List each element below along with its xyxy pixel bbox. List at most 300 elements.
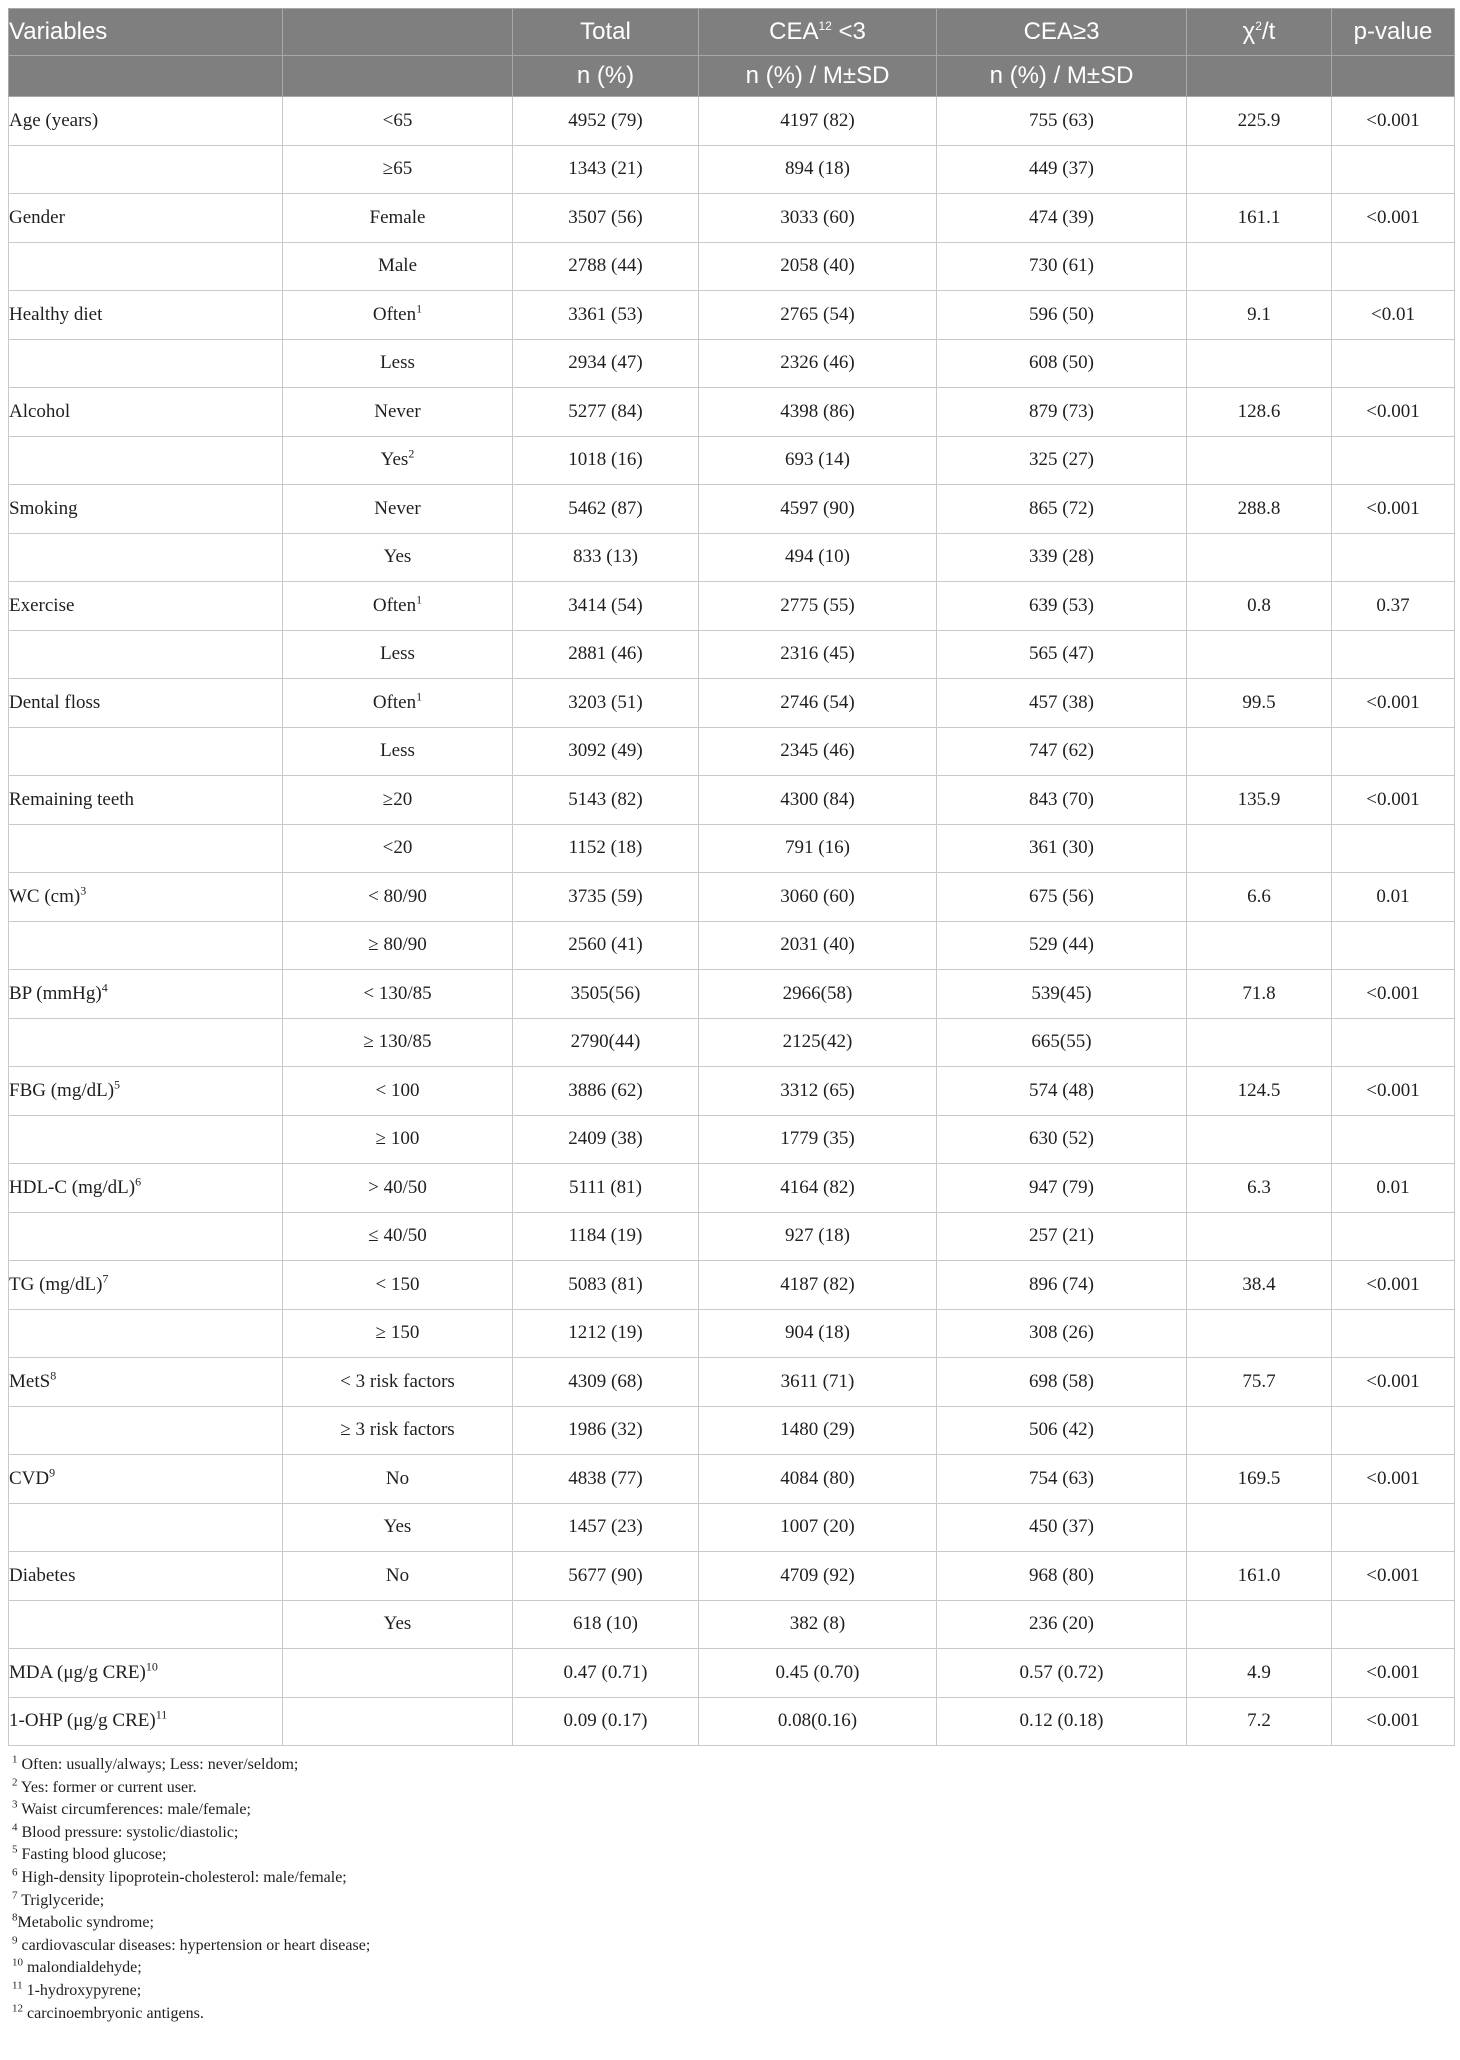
cell-cea-lt3: 3060 (60): [699, 873, 937, 922]
table-row: [9, 1503, 1455, 1552]
table-row: [9, 970, 1455, 1019]
header-cea-sup: 12: [818, 19, 832, 33]
category-label: < 3 risk factors: [340, 1370, 455, 1392]
category-label: ≥ 130/85: [363, 1031, 432, 1053]
cell-stat: [1187, 145, 1332, 194]
cell-variable: [9, 485, 283, 534]
cell-cea-lt3: 791 (16): [699, 824, 937, 873]
variable-label: Diabetes: [9, 1564, 76, 1586]
cell-cea-ge3: 506 (42): [937, 1406, 1187, 1455]
cell-variable: [9, 97, 283, 146]
variable-label: HDL-C (mg/dL): [9, 1176, 136, 1198]
cell-variable: [9, 533, 283, 582]
cell-stat: 6.6: [1187, 873, 1332, 922]
footnote-text: cardiovascular diseases: hypertension or heart disease;: [17, 1936, 371, 1954]
variable-label: BP (mmHg): [9, 982, 102, 1004]
category-label: < 80/90: [368, 885, 427, 907]
cell-cea-ge3: 236 (20): [937, 1600, 1187, 1649]
cell-cea-lt3: 904 (18): [699, 1309, 937, 1358]
table-row: [9, 1115, 1455, 1164]
cell-cea-lt3: 4187 (82): [699, 1261, 937, 1310]
header2-variables: [9, 56, 283, 97]
cell-category: [283, 1503, 513, 1552]
cell-total: 5677 (90): [513, 1552, 699, 1601]
cell-stat: 75.7: [1187, 1358, 1332, 1407]
cell-variable: [9, 242, 283, 291]
variable-footnote-ref: 4: [101, 980, 108, 995]
cell-stat: [1187, 339, 1332, 388]
variable-footnote-ref: 10: [145, 1659, 158, 1674]
cell-category: [283, 97, 513, 146]
variable-footnote-ref: 7: [102, 1271, 109, 1286]
cell-variable: [9, 291, 283, 340]
variable-label: TG (mg/dL): [9, 1273, 103, 1295]
category-label: ≥65: [382, 158, 413, 180]
cell-total: 1212 (19): [513, 1309, 699, 1358]
cell-total: 2409 (38): [513, 1115, 699, 1164]
cell-cea-ge3: 968 (80): [937, 1552, 1187, 1601]
variable-label: CVD: [9, 1467, 50, 1489]
cell-total: 618 (10): [513, 1600, 699, 1649]
footnote-number: 6: [12, 1866, 18, 1879]
cell-total: 1343 (21): [513, 145, 699, 194]
cell-category: [283, 291, 513, 340]
cell-cea-lt3: 4709 (92): [699, 1552, 937, 1601]
cell-p-value: <0.001: [1332, 1455, 1455, 1504]
cell-cea-ge3: 608 (50): [937, 339, 1187, 388]
cell-cea-ge3: 675 (56): [937, 873, 1187, 922]
cell-category: [283, 630, 513, 679]
variable-label: WC (cm): [9, 885, 81, 907]
cell-category: [283, 1358, 513, 1407]
header-row-1: [9, 9, 1455, 56]
cell-stat: [1187, 1212, 1332, 1261]
cell-cea-lt3: 3611 (71): [699, 1358, 937, 1407]
cell-total: 3507 (56): [513, 194, 699, 243]
category-label: Less: [380, 643, 415, 665]
cell-total: 833 (13): [513, 533, 699, 582]
cell-cea-ge3: 574 (48): [937, 1067, 1187, 1116]
cell-p-value: 0.37: [1332, 582, 1455, 631]
category-label: < 130/85: [363, 982, 432, 1004]
cell-p-value: [1332, 727, 1455, 776]
cell-stat: 128.6: [1187, 388, 1332, 437]
variable-footnote-ref: 3: [80, 883, 87, 898]
table-row: [9, 485, 1455, 534]
footnote-text: Often: usually/always; Less: never/seldom;: [17, 1756, 299, 1773]
cell-stat: 288.8: [1187, 485, 1332, 534]
cell-total: 5462 (87): [513, 485, 699, 534]
cell-cea-lt3: 2031 (40): [699, 921, 937, 970]
cell-category: [283, 1455, 513, 1504]
cell-cea-lt3: 2966(58): [699, 970, 937, 1019]
header-variables: Variables: [9, 9, 283, 56]
cell-p-value: [1332, 436, 1455, 485]
cell-variable: [9, 873, 283, 922]
cell-total: 2560 (41): [513, 921, 699, 970]
variable-label: Gender: [9, 206, 65, 228]
cell-category: [283, 970, 513, 1019]
cell-variable: [9, 1649, 283, 1698]
cell-category: [283, 679, 513, 728]
cell-p-value: <0.001: [1332, 1697, 1455, 1746]
cell-total: 2788 (44): [513, 242, 699, 291]
footnote-text: carcinoembryonic antigens.: [23, 2004, 204, 2022]
cell-variable: [9, 921, 283, 970]
footnote: [12, 1754, 1454, 1777]
variable-footnote-ref: 5: [114, 1077, 121, 1092]
cell-cea-ge3: 665(55): [937, 1018, 1187, 1067]
cell-cea-ge3: 730 (61): [937, 242, 1187, 291]
variable-label: MDA (μg/g CRE): [9, 1661, 146, 1683]
cell-stat: [1187, 1406, 1332, 1455]
footnote: [12, 1957, 1454, 1980]
category-label: <20: [382, 837, 413, 859]
cell-stat: [1187, 1018, 1332, 1067]
variable-label: Exercise: [9, 594, 75, 616]
cell-stat: [1187, 1600, 1332, 1649]
cell-p-value: <0.001: [1332, 970, 1455, 1019]
footnote-text: malondialdehyde;: [23, 1959, 142, 1977]
cell-cea-ge3: 879 (73): [937, 388, 1187, 437]
table-row: [9, 339, 1455, 388]
cell-cea-ge3: 755 (63): [937, 97, 1187, 146]
table-row: [9, 582, 1455, 631]
cell-total: 3203 (51): [513, 679, 699, 728]
cell-category: [283, 1309, 513, 1358]
cell-cea-ge3: 450 (37): [937, 1503, 1187, 1552]
category-footnote-ref: 2: [408, 446, 415, 461]
header-total: Total: [513, 9, 699, 56]
cell-cea-lt3: 894 (18): [699, 145, 937, 194]
table-row: [9, 436, 1455, 485]
table-row: [9, 921, 1455, 970]
cell-stat: 7.2: [1187, 1697, 1332, 1746]
cell-cea-ge3: 361 (30): [937, 824, 1187, 873]
cell-variable: [9, 776, 283, 825]
table-row: [9, 194, 1455, 243]
footnote: [12, 1867, 1454, 1890]
cell-category: [283, 145, 513, 194]
cell-category: [283, 388, 513, 437]
cell-total: 3414 (54): [513, 582, 699, 631]
cell-total: 3886 (62): [513, 1067, 699, 1116]
cell-cea-lt3: 382 (8): [699, 1600, 937, 1649]
cell-stat: 225.9: [1187, 97, 1332, 146]
cell-stat: 9.1: [1187, 291, 1332, 340]
cell-variable: [9, 388, 283, 437]
cell-category: [283, 776, 513, 825]
category-label: Never: [374, 497, 421, 519]
cell-stat: [1187, 1309, 1332, 1358]
cell-cea-ge3: 698 (58): [937, 1358, 1187, 1407]
cell-stat: [1187, 436, 1332, 485]
category-label: Yes: [383, 546, 412, 568]
footnote-text: Metabolic syndrome;: [17, 1914, 154, 1932]
cell-variable: [9, 1309, 283, 1358]
cell-cea-lt3: 4300 (84): [699, 776, 937, 825]
cell-category: [283, 1115, 513, 1164]
header2-chi: [1187, 56, 1332, 97]
cell-total: 3361 (53): [513, 291, 699, 340]
cell-p-value: [1332, 145, 1455, 194]
cell-category: [283, 436, 513, 485]
footnote: [12, 1935, 1454, 1958]
variable-footnote-ref: 6: [135, 1174, 142, 1189]
cell-category: [283, 921, 513, 970]
table-row: [9, 1067, 1455, 1116]
header-cea-ge3: CEA≥3: [937, 9, 1187, 56]
cell-variable: [9, 1600, 283, 1649]
footnote-text: 1-hydroxypyrene;: [22, 1981, 142, 1999]
footnote-number: 9: [12, 1934, 18, 1947]
header-cea-tail: <3: [831, 18, 866, 45]
cell-total: 4309 (68): [513, 1358, 699, 1407]
footnotes: [8, 1754, 1454, 2025]
category-label: Yes: [383, 1613, 412, 1635]
cell-p-value: <0.01: [1332, 291, 1455, 340]
category-label: Male: [377, 255, 418, 277]
cell-cea-ge3: 596 (50): [937, 291, 1187, 340]
cell-cea-ge3: 639 (53): [937, 582, 1187, 631]
cell-category: [283, 242, 513, 291]
cell-total: 5111 (81): [513, 1164, 699, 1213]
cell-p-value: <0.001: [1332, 1261, 1455, 1310]
table-row: [9, 1406, 1455, 1455]
cell-p-value: <0.001: [1332, 776, 1455, 825]
cell-stat: [1187, 1115, 1332, 1164]
cell-cea-ge3: 896 (74): [937, 1261, 1187, 1310]
cell-cea-lt3: 4164 (82): [699, 1164, 937, 1213]
cell-category: [283, 873, 513, 922]
cell-cea-ge3: 565 (47): [937, 630, 1187, 679]
cell-stat: 161.0: [1187, 1552, 1332, 1601]
category-label: ≥ 150: [375, 1322, 420, 1344]
cell-variable: [9, 727, 283, 776]
cell-p-value: [1332, 1212, 1455, 1261]
table-row: [9, 1358, 1455, 1407]
table-body: [9, 97, 1455, 1746]
category-label: Yes: [380, 449, 409, 471]
table-container: [8, 8, 1454, 2025]
cell-category: [283, 485, 513, 534]
category-footnote-ref: 1: [416, 592, 423, 607]
cell-category: [283, 533, 513, 582]
category-label: <65: [382, 109, 413, 131]
cell-variable: [9, 1164, 283, 1213]
footnote: [12, 2003, 1454, 2026]
cell-total: 1184 (19): [513, 1212, 699, 1261]
cell-variable: [9, 582, 283, 631]
cell-cea-lt3: 2058 (40): [699, 242, 937, 291]
cell-cea-lt3: 2765 (54): [699, 291, 937, 340]
table-row: [9, 533, 1455, 582]
cell-p-value: <0.001: [1332, 97, 1455, 146]
cell-cea-lt3: 2326 (46): [699, 339, 937, 388]
cell-cea-lt3: 4398 (86): [699, 388, 937, 437]
cell-variable: [9, 1067, 283, 1116]
cell-cea-lt3: 693 (14): [699, 436, 937, 485]
category-label: ≥ 100: [375, 1128, 420, 1150]
cell-cea-lt3: 0.08(0.16): [699, 1697, 937, 1746]
cell-stat: 6.3: [1187, 1164, 1332, 1213]
cell-total: 2881 (46): [513, 630, 699, 679]
variable-label: Dental floss: [9, 691, 101, 713]
footnote-number: 7: [12, 1889, 18, 1902]
table-row: [9, 679, 1455, 728]
cell-p-value: [1332, 630, 1455, 679]
cell-p-value: [1332, 921, 1455, 970]
cell-total: 1457 (23): [513, 1503, 699, 1552]
cell-total: 5277 (84): [513, 388, 699, 437]
cell-variable: [9, 1212, 283, 1261]
category-label: ≥ 3 risk factors: [340, 1419, 455, 1441]
cell-cea-ge3: 865 (72): [937, 485, 1187, 534]
cell-stat: 161.1: [1187, 194, 1332, 243]
header2-p: [1332, 56, 1455, 97]
footnote-number: 5: [12, 1844, 18, 1857]
table-row: [9, 776, 1455, 825]
header-chi-t: [1187, 9, 1332, 56]
cell-category: [283, 727, 513, 776]
cell-total: 0.09 (0.17): [513, 1697, 699, 1746]
variable-label: FBG (mg/dL): [9, 1079, 115, 1101]
footnote: [12, 1980, 1454, 2003]
cell-category: [283, 1067, 513, 1116]
footnote-number: 1: [12, 1753, 18, 1766]
cell-variable: [9, 1358, 283, 1407]
cell-category: [283, 1406, 513, 1455]
cell-total: 5143 (82): [513, 776, 699, 825]
footnote: [12, 1799, 1454, 1822]
table-row: [9, 1212, 1455, 1261]
cell-stat: [1187, 727, 1332, 776]
header-chi-label: χ: [1242, 18, 1256, 45]
cell-cea-ge3: 747 (62): [937, 727, 1187, 776]
cell-stat: 71.8: [1187, 970, 1332, 1019]
cell-p-value: <0.001: [1332, 485, 1455, 534]
category-label: Yes: [383, 1516, 412, 1538]
cell-p-value: <0.001: [1332, 679, 1455, 728]
cell-variable: [9, 970, 283, 1019]
cell-stat: [1187, 824, 1332, 873]
cell-stat: [1187, 533, 1332, 582]
cell-total: 1986 (32): [513, 1406, 699, 1455]
cell-category: [283, 1261, 513, 1310]
cell-p-value: [1332, 1018, 1455, 1067]
footnote-text: Waist circumferences: male/female;: [17, 1801, 251, 1819]
cell-cea-ge3: 0.12 (0.18): [937, 1697, 1187, 1746]
cell-p-value: [1332, 339, 1455, 388]
category-label: Often: [372, 303, 417, 325]
cell-category: [283, 1164, 513, 1213]
table-row: [9, 145, 1455, 194]
cell-total: 2934 (47): [513, 339, 699, 388]
category-footnote-ref: 1: [416, 301, 423, 316]
cell-p-value: [1332, 533, 1455, 582]
footnote-text: High-density lipoprotein-cholesterol: male/female;: [17, 1868, 347, 1886]
table-row: [9, 1164, 1455, 1213]
footnote-text: Triglyceride;: [17, 1891, 105, 1909]
cell-p-value: 0.01: [1332, 873, 1455, 922]
cell-cea-ge3: 449 (37): [937, 145, 1187, 194]
cell-cea-lt3: 1007 (20): [699, 1503, 937, 1552]
variable-footnote-ref: 11: [155, 1707, 168, 1722]
cell-category: [283, 1649, 513, 1698]
cell-stat: [1187, 1503, 1332, 1552]
cell-category: [283, 1600, 513, 1649]
table-row: [9, 1261, 1455, 1310]
header-category: [283, 9, 513, 56]
cell-category: [283, 339, 513, 388]
cell-total: 3092 (49): [513, 727, 699, 776]
cell-cea-lt3: 2746 (54): [699, 679, 937, 728]
cell-cea-lt3: 3312 (65): [699, 1067, 937, 1116]
cell-category: [283, 1552, 513, 1601]
variable-label: Remaining teeth: [9, 788, 135, 810]
table-row: [9, 1455, 1455, 1504]
footnote-number: 2: [12, 1776, 18, 1789]
cell-variable: [9, 630, 283, 679]
cell-p-value: <0.001: [1332, 1552, 1455, 1601]
cell-cea-ge3: 843 (70): [937, 776, 1187, 825]
cell-category: [283, 1697, 513, 1746]
header-chi-tail: /t: [1261, 18, 1276, 45]
cell-stat: 135.9: [1187, 776, 1332, 825]
cell-p-value: [1332, 1309, 1455, 1358]
cell-stat: 99.5: [1187, 679, 1332, 728]
cell-p-value: [1332, 1503, 1455, 1552]
cell-p-value: <0.001: [1332, 1358, 1455, 1407]
cell-variable: [9, 339, 283, 388]
cell-total: 5083 (81): [513, 1261, 699, 1310]
table-row: [9, 1697, 1455, 1746]
cell-cea-ge3: 539(45): [937, 970, 1187, 1019]
cell-cea-lt3: 4597 (90): [699, 485, 937, 534]
cell-p-value: <0.001: [1332, 1067, 1455, 1116]
category-label: ≥20: [382, 788, 413, 810]
table-row: [9, 1018, 1455, 1067]
category-label: ≥ 80/90: [368, 934, 427, 956]
cell-cea-ge3: 630 (52): [937, 1115, 1187, 1164]
cell-p-value: [1332, 242, 1455, 291]
footnote-number: 12: [12, 2002, 23, 2015]
variable-footnote-ref: 8: [50, 1368, 57, 1383]
category-label: Never: [374, 400, 421, 422]
cell-p-value: [1332, 1600, 1455, 1649]
cell-category: [283, 824, 513, 873]
category-footnote-ref: 1: [416, 689, 423, 704]
cell-variable: [9, 1018, 283, 1067]
header2-total-unit: n (%): [513, 56, 699, 97]
category-label: Less: [380, 352, 415, 374]
table-row: [9, 388, 1455, 437]
cell-stat: 124.5: [1187, 1067, 1332, 1116]
table-header: [9, 9, 1455, 97]
cell-total: 2790(44): [513, 1018, 699, 1067]
cell-p-value: [1332, 824, 1455, 873]
variable-label: Smoking: [9, 497, 78, 519]
category-label: ≤ 40/50: [368, 1225, 427, 1247]
cell-cea-ge3: 529 (44): [937, 921, 1187, 970]
cell-total: 1018 (16): [513, 436, 699, 485]
table-row: [9, 291, 1455, 340]
category-label: > 40/50: [368, 1176, 427, 1198]
cell-cea-ge3: 474 (39): [937, 194, 1187, 243]
footnote: [12, 1822, 1454, 1845]
category-label: No: [385, 1467, 410, 1489]
cell-cea-lt3: 4084 (80): [699, 1455, 937, 1504]
